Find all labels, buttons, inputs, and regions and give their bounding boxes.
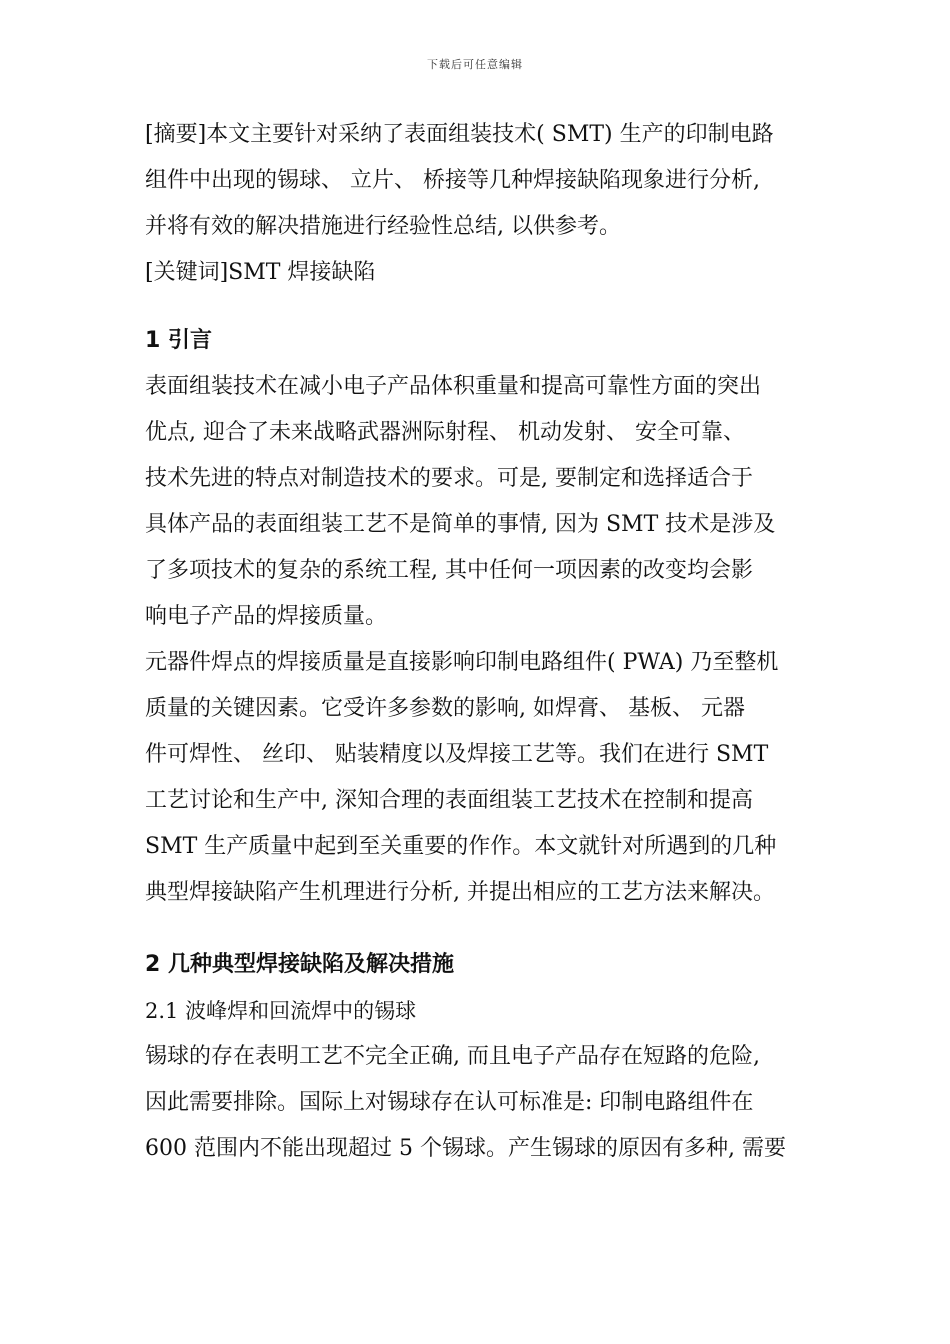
paragraph-line: 表面组装技术在减小电子产品体积重量和提高可靠性方面的突出 bbox=[145, 374, 762, 399]
paragraph-line: 因此需要排除。国际上对锡球存在认可标准是: 印制电路组件在 bbox=[145, 1090, 754, 1115]
paragraph-line: 优点, 迎合了未来战略武器洲际射程、 机动发射、 安全可靠、 bbox=[145, 420, 745, 445]
section-heading: 2 几种典型焊接缺陷及解决措施 bbox=[145, 952, 454, 977]
abstract-line: 组件中出现的锡球、 立片、 桥接等几种焊接缺陷现象进行分析, bbox=[145, 168, 760, 193]
paragraph-line: 工艺讨论和生产中, 深知合理的表面组装工艺技术在控制和提高 bbox=[145, 788, 753, 813]
paragraph-line: 了多项技术的复杂的系统工程, 其中任何一项因素的改变均会影 bbox=[145, 558, 753, 583]
section-heading: 1 引言 bbox=[145, 328, 212, 353]
paragraph-line: 质量的关键因素。它受许多参数的影响, 如焊膏、 基板、 元器 bbox=[145, 696, 745, 721]
section-2 bbox=[145, 942, 817, 1172]
paragraph-line: 具体产品的表面组装工艺不是简单的事情, 因为 SMT 技术是涉及 bbox=[145, 512, 776, 537]
section-1 bbox=[145, 318, 817, 916]
keywords: [关键词]SMT 焊接缺陷 bbox=[145, 260, 376, 285]
paragraph bbox=[145, 640, 817, 916]
paragraph-line: 响电子产品的焊接质量。 bbox=[145, 604, 388, 629]
paragraph-line: 600 范围内不能出现超过 5 个锡球。产生锡球的原因有多种, 需要 bbox=[145, 1136, 786, 1161]
header-note: 下载后可任意编辑 bbox=[427, 58, 523, 71]
paragraph-line: SMT 生产质量中起到至关重要的作作。本文就针对所遇到的几种 bbox=[145, 834, 777, 859]
paragraph-line: 件可焊性、 丝印、 贴装精度以及焊接工艺等。我们在进行 SMT bbox=[145, 742, 769, 767]
paragraph-line: 锡球的存在表明工艺不完全正确, 而且电子产品存在短路的危险, bbox=[145, 1044, 760, 1069]
paragraph-line: 元器件焊点的焊接质量是直接影响印制电路组件( PWA) 乃至整机 bbox=[145, 650, 779, 675]
paragraph-line: 技术先进的特点对制造技术的要求。可是, 要制定和选择适合于 bbox=[145, 466, 753, 491]
abstract-line: 并将有效的解决措施进行经验性总结, 以供参考。 bbox=[145, 214, 621, 239]
abstract-line: [摘要]本文主要针对采纳了表面组装技术( SMT) 生产的印制电路 bbox=[145, 122, 774, 147]
paragraph bbox=[145, 364, 817, 640]
subsection-heading: 2.1 波峰焊和回流焊中的锡球 bbox=[145, 999, 417, 1023]
abstract bbox=[145, 112, 817, 250]
paragraph-line: 典型焊接缺陷产生机理进行分析, 并提出相应的工艺方法来解决。 bbox=[145, 880, 775, 905]
document-body bbox=[145, 112, 817, 1172]
paragraph bbox=[145, 1034, 817, 1172]
